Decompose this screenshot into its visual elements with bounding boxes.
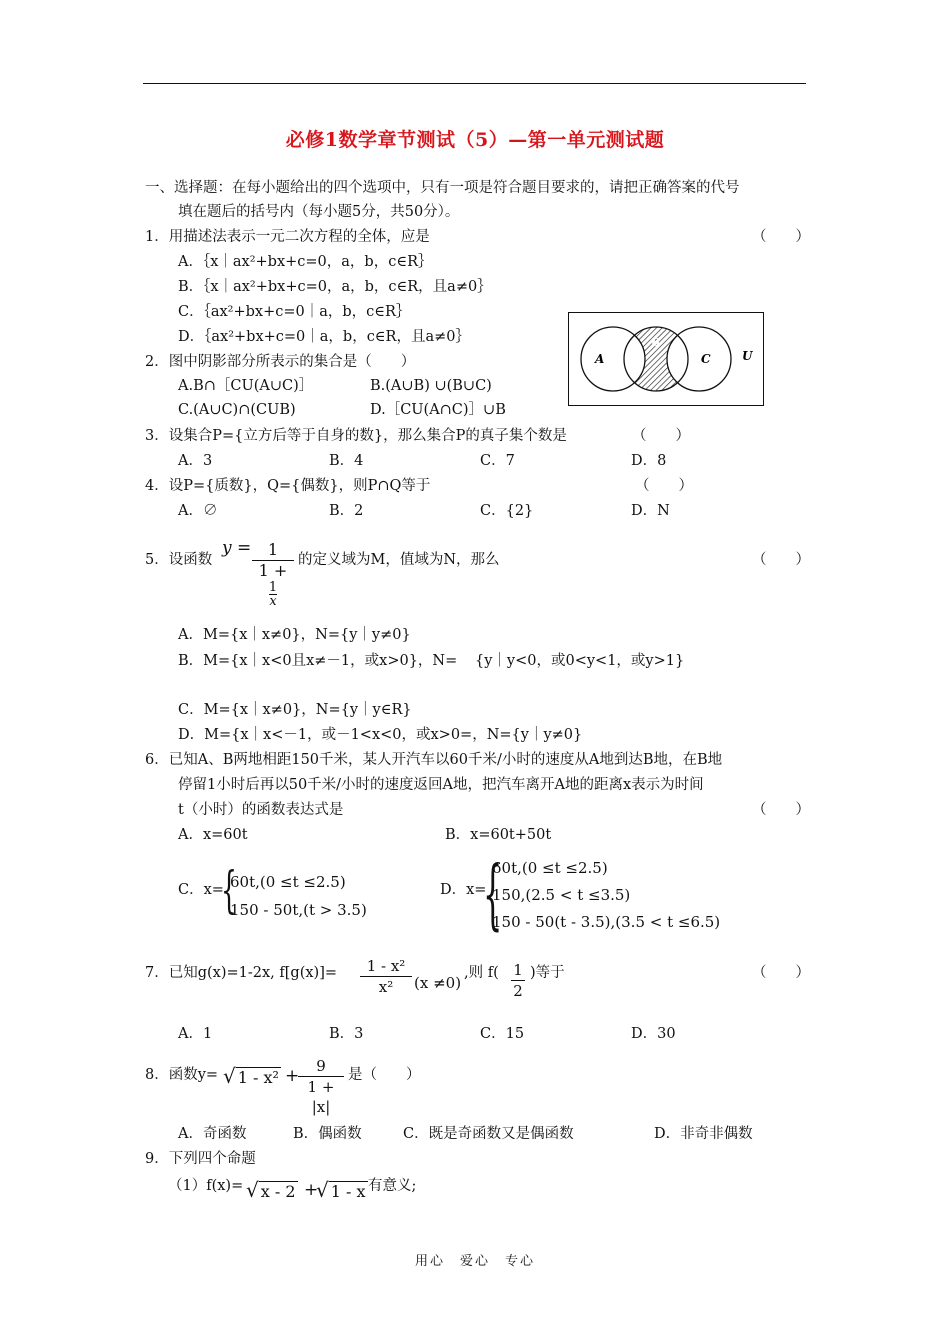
q2-option-b: B.(A∪B) ∪(B∪C): [370, 378, 492, 394]
q3-stem: 3．设集合P={立方后等于自身的数}，那么集合P的真子集个数是: [145, 428, 567, 444]
q8-option-a: A．奇函数: [178, 1126, 247, 1142]
q6-c-case2: 150 - 50t,(t > 3.5): [230, 901, 367, 919]
q8-option-c: C．既是奇函数又是偶函数: [403, 1126, 574, 1142]
section-intro-line1: 一、选择题：在每小题给出的四个选项中，只有一项是符合题目要求的，请把正确答案的代号: [145, 180, 740, 196]
label-u: U: [742, 349, 753, 363]
q1-option-c: C．｛ax²+bx+c=0｜a，b，c∈R｝: [178, 304, 411, 320]
q4-option-a: A．∅: [178, 503, 218, 519]
q7-half-num: 1: [511, 960, 525, 981]
q1-option-b: B．｛x｜ax²+bx+c=0，a，b，c∈R，且a≠0｝: [178, 279, 492, 295]
q9-plus: +: [304, 1180, 319, 1200]
venn-diagram: [568, 312, 764, 406]
q7-post: )等于: [530, 965, 565, 981]
venn-svg: [569, 313, 763, 405]
q9-s1-post: 有意义;: [368, 1178, 417, 1194]
q8-sqrt: √ 1 - x²: [223, 1064, 279, 1088]
q5-option-b-left: B．M={x｜x<0且x≠－1，或x>0}，N=: [178, 653, 458, 669]
q1-answer-paren: （ ）: [752, 229, 810, 245]
page-footer: 用心 爱心 专心: [414, 1254, 535, 1269]
q6-c-case1: 60t,(0 ≤t ≤2.5): [230, 873, 346, 891]
q4-option-c: C．{2}: [480, 503, 534, 519]
q6-answer-paren: （ ）: [752, 802, 810, 818]
q8-denominator: 1 + |x|: [307, 1078, 335, 1116]
q9-s1-pre: （1）f(x)=: [168, 1178, 244, 1194]
q9-radicand2: 1 - x: [330, 1182, 366, 1201]
q7-option-d: D．30: [631, 1026, 676, 1042]
q8-numerator: 9: [298, 1056, 344, 1077]
q4-stem: 4．设P={质数}，Q={偶数}，则P∩Q等于: [145, 478, 431, 494]
q7-pre: 7．已知g(x)=1-2x, f[g(x)]=: [145, 965, 337, 981]
q9-sqrt2: √ 1 - x: [316, 1178, 366, 1202]
q7-option-a: A．1: [178, 1026, 213, 1042]
q5-option-b-right: {y｜y<0，或0<y<1，或y>1}: [475, 653, 685, 669]
label-a: A: [595, 352, 605, 366]
q1-option-a: A．｛x｜ax²+bx+c=0，a，b，c∈R｝: [178, 254, 433, 270]
q9-stem: 9．下列四个命题: [145, 1151, 256, 1167]
q6-d-system: [492, 855, 720, 936]
q6-option-b: B．x=60t+50t: [445, 827, 552, 843]
q1-stem: 1．用描述法表示一元二次方程的全体，应是: [145, 229, 430, 245]
q6-option-a: A．x=60t: [178, 827, 248, 843]
q8-option-d: D．非奇非偶数: [654, 1126, 753, 1142]
q7-mid: ,则 f(: [464, 965, 499, 981]
top-rule: [143, 83, 806, 84]
q6-option-c-label: C．x=: [178, 882, 224, 898]
q7-option-b: B．3: [329, 1026, 364, 1042]
q3-option-d: D．8: [631, 453, 667, 469]
q2-option-d: D.［CU(A∩C)］∪B: [370, 402, 506, 418]
q3-option-b: B．4: [329, 453, 364, 469]
page-title: 必修1数学章节测试（5）—第一单元测试题: [285, 129, 665, 151]
q9-radicand1: x - 2: [260, 1182, 296, 1201]
q6-d-case2: 150,(2.5 < t ≤3.5): [492, 886, 631, 904]
q5-formula: y =: [222, 538, 252, 558]
q6-line2: 停留1小时后再以50千米/小时的速度返回A地，把汽车离开A地的距离x表示为时间: [178, 777, 704, 793]
q8-fraction: [298, 1056, 344, 1117]
q5-option-a: A．M={x｜x≠0}，N={y｜y≠0}: [178, 627, 411, 643]
q6-d-case1: 60t,(0 ≤t ≤2.5): [492, 859, 608, 877]
q8-radicand: 1 - x²: [237, 1068, 279, 1087]
q7-condition: (x ≠0): [414, 974, 462, 992]
q7-denominator: x²: [378, 978, 394, 996]
q2-option-c: C.(A∪C)∩(CUB): [178, 402, 296, 418]
q5-option-c: C．M={x｜x≠0}，N={y｜y∈R}: [178, 702, 412, 718]
q4-answer-paren: （ ）: [635, 478, 693, 494]
q3-option-c: C．7: [480, 453, 515, 469]
q7-fraction: [360, 956, 412, 997]
q5-option-d: D．M={x｜x<－1，或－1<x<0，或x>0=，N={y｜y≠0}: [178, 727, 583, 743]
q7-option-c: C．15: [480, 1026, 525, 1042]
q7-answer-paren: （ ）: [752, 965, 810, 981]
q5-post: 的定义域为M，值域为N，那么: [298, 552, 500, 568]
q6-c-brace: {: [221, 861, 237, 919]
q3-option-a: A．3: [178, 453, 213, 469]
q5-fraction: 1 1 + $\frac{1}{x}$: [252, 540, 294, 608]
q6-line1: 6．已知A、B两地相距150千米，某人开汽车以60千米/小时的速度从A地到达B地，在B地: [145, 752, 723, 768]
q6-d-brace: {: [483, 849, 503, 938]
q7-half: [511, 960, 525, 1001]
label-b: B: [651, 336, 661, 349]
q1-option-d: D．｛ax²+bx+c=0｜a，b，c∈R，且a≠0｝: [178, 329, 470, 345]
section-intro-line2: 填在题后的括号内（每小题5分，共50分）。: [178, 204, 460, 220]
q2-option-a: A.B∩［CU(A∪C)］: [178, 378, 314, 394]
q8-post: 是（ ）: [348, 1067, 421, 1083]
q5-pre: 5．设函数: [145, 552, 213, 568]
q6-c-system: [230, 868, 367, 924]
q4-option-d: D．N: [631, 503, 670, 519]
q8-pre: 8．函数y=: [145, 1067, 219, 1083]
q6-line3: t（小时）的函数表达式是: [178, 802, 344, 818]
q6-d-case3: 150 - 50(t - 3.5),(3.5 < t ≤6.5): [492, 913, 721, 931]
q3-answer-paren: （ ）: [632, 428, 690, 444]
q7-half-den: 2: [513, 982, 523, 1000]
q6-option-d-label: D．x=: [440, 882, 487, 898]
label-c: C: [701, 352, 711, 366]
q9-sqrt1: √ x - 2: [246, 1178, 296, 1202]
q7-numerator: 1 - x²: [360, 956, 412, 977]
q2-stem: 2．图中阴影部分所表示的集合是（ ）: [145, 354, 416, 370]
q8-option-b: B．偶函数: [293, 1126, 362, 1142]
q4-option-b: B．2: [329, 503, 364, 519]
q5-answer-paren: （ ）: [752, 552, 810, 568]
q8-plus: +: [285, 1066, 300, 1086]
